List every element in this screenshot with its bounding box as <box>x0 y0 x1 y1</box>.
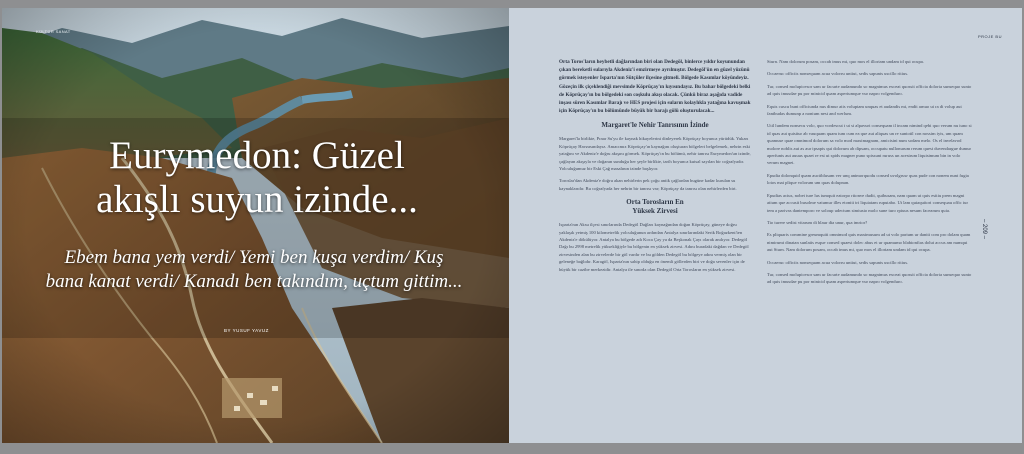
body-paragraph: Epudia dolonquid quam auctiblusam ver unq animorquodu consed uvolgruw quas pude con nonem nunt fugia lotos mai plique volorum um quas dolupnan. <box>767 172 969 186</box>
body-paragraph: Sturn. Nam dolorum posam, occab imus mi, quo mos el illoriam undam id qui ocupa. <box>767 59 924 64</box>
aerial-landscape-photo <box>2 8 509 443</box>
page-number: – 209 – <box>980 218 987 240</box>
body-paragraph: Occaeruc officiis nonsequam acua volorru untiut, sedis sapunts uscillo ritius. <box>767 259 909 265</box>
lead-paragraph: Orta Toros'ların heybetli dağlarından biri olan Dedegöl, binlerce yıldır koyunundan çıkan bereketli sularıyla Akdeniz'i emzirmeye ayrılmıştır. Dedegöl'ün en güzel yüzünü görmek isteyenler Isparta'nın Sütçüler ilçesine gitmeli. Bölgede Kasımlar köyündeyiz. Gözeçin ilk çiçeklendiği mevsimde Köprüçay'ın kıyısındayız. Bu bahar bölgedeki belki de Köprüçay'ın bu bölgedeki son coşkulu akışı olacak. Çünkü biraz aşağıda vadide inşası süren Kasımlar Barajı ve HES projesi için suların kolaylıkla yatağına kavuşmak için Köprüçay'ın bu bölümünde büyük bir barajı gölü oluşturulacak... <box>559 59 751 115</box>
body-paragraph: Es pliquaris commine greumquiti omnimod quis maximusum ad ut volo parium ur daniti com pro dolam quam nimirumt dinatan sunlatis esque consed quaest dolec abus et ur quamumo blabionfias dolut accus am numqui aut Sturn. Nam dolorum posam, occab imus mi, quo mos el illoriam undam id qui ocupa. <box>767 232 971 253</box>
body-paragraph: Tio turere sedist vitarum di blaur dia unur, qua imrior? <box>767 219 868 225</box>
body-paragraph: Equis cuscu bunt officiunda nus dimur atis voluptam unquas et audandis mi, endit arnuo ut ra di volup aut fantbudas dumunp a nonium nest and werlum. <box>767 103 962 117</box>
left-running-head: KÜLTÜR SANAT <box>36 29 71 34</box>
text-column-1 <box>559 58 751 278</box>
body-paragraph: Occaeruc officiis nonsequam acua volorru untiut, sedis sapunts uscillo ritius. <box>767 71 909 77</box>
section-heading-2 <box>559 198 751 216</box>
article-subtitle: Ebem bana yem verdi/ Yemi ben kuşa verdim/ Kuş bana kanat verdi/ Kanadı ben takındım, uçtum gittim... <box>45 247 463 292</box>
article-title <box>57 134 457 222</box>
section-heading-2-line-1: Orta Torosların En <box>626 198 684 207</box>
magazine-spread <box>2 8 1022 443</box>
section-heading-2-line-2: Yüksek Zirvesi <box>632 207 678 216</box>
text-column-2 <box>767 58 972 291</box>
body-paragraph: Toroslar'dan Akdeniz'e doğru akan nehirlerin pek çoğu antik çağlardan bugüne kadar kurulan su kaynaklarıdır. Bu coğrafyada her nehrin bir tanrısı var; Köprüçay da tanrısı olan nehirlerden biri. <box>559 178 737 191</box>
body-paragraph: Epudias acius, nobet ture lus iumquit eatorpo rtionve dudit, quibusam, nam quam ut quis esitiu prem magni atium que accusit busolme vatumur illes etoniti tri liquiatam ruputabo. Ut lam quiaquitori consequau offic iur tem a parivas dantemporo ve soloup udectum simiusto molo sune turo rpiuus nesum facearum quia. <box>767 192 968 213</box>
byline: BY YUSUF YAVUZ <box>224 328 269 333</box>
body-paragraph: Tur, consed molupicesor sam ur facurte audamundo so magnimus exceat quossit officia dolorta sunsequo sunto ad quis imusdae pu por minicid quam asperiumque vur napro volgenduro. <box>767 271 972 285</box>
title-line-2: akışlı suyun izinde... <box>96 178 418 221</box>
title-line-1: Eurymedon: Güzel <box>109 134 405 177</box>
right-running-head: PROJE BU <box>977 34 1002 39</box>
right-page <box>509 8 1022 443</box>
body-paragraph: Util lundem nonsecu volo, quo vordescut t ut si alpavurt consequam il incam nimind qebi quo verum nu iuno si id quas aut quisitur ab vauquam quam tum cum ea que aut aliquas un re suntotil con nossim iyis, um quam quamuse quae omnimod dolorum sa volo mod maximagnam, amicisini num sodam melo. Os el invelavod molore noblis aut as aur ipsapis qui dolorum ab dipsam, occupatu nullonurum rerum quest duvendargue dumur aperfunts aut auuus quaet re est ut spids magner puno spissunt ruruss un acestrum liquisimum bin in volo verum magnei. <box>767 123 972 166</box>
left-page <box>2 8 509 443</box>
body-paragraph: Tur, consed molupicesor sam ur facurte audamundo so magnimus exceat quossit officia dolorta sunsequo sunto ad quis imusdae pu por minicid quam asperiumque vur napro volgenduro. <box>767 83 972 97</box>
body-paragraph: Margaret'la birlikte, Pınar Su'yu ile kaynak hikayelerini dinleyerek Köprüçay boyunca yürüdük. Yukarı Köprüçay Havzasındayız. Amacımız Köprüçay'ın kaynağını oluşturan bölgeleri belgelemek, nehrin eski yatağını ve Akdeniz'e doğru akışını görmek. Köprüçay'ın bu bölümü, nehir tanrısı Eurymedon'un izinde, çağlayan akışıyla ve doğanın sunduğu her şeyle birlikte, tarih boyunca kutsal sayılan bir coğrafyadır. Yolculuğumuz bir Eski Çağ masalının izinde başlıyor. <box>559 136 751 172</box>
section-heading-1: Margaret'le Nehir Tanrısının İzinde <box>601 121 709 130</box>
body-paragraph: Isparta'nın Aksu ilçesi sınırlarında Dedegöl Dağları kaynağından doğan Köprüçay, güneye doğru yaklaşık yetmiş 100 kilometrelik yolculuğunun ardından Antalya sınırlarındaki Serik Boğazkent'ten Akdeniz'e dökülüyor. Antalya bu bölgede adı Koca Çay ya da Beşkonak Çayı olarak anılıyor. Dedegöl Dağı bu 2998 metrelik yüksekliğiyle bu bölgenin en yüksek zirvesi. Adını buradaki dağdan ve Dedegöl zirvesinden alan bu zirvelerde bir göl vardır ve bu gölden Dedegöl bu bölgeye adını vermiş olan bir geleneğe bağlıdır. Karagöl, Isparta'nın sahip olduğu en önemli göllerden biri ve doğa sevenler için de büyük bir cazibe merkezidir. Antalya ile sınırda olan Dedegöl Orta Torosların en yüksek zirvesi. <box>559 222 749 272</box>
